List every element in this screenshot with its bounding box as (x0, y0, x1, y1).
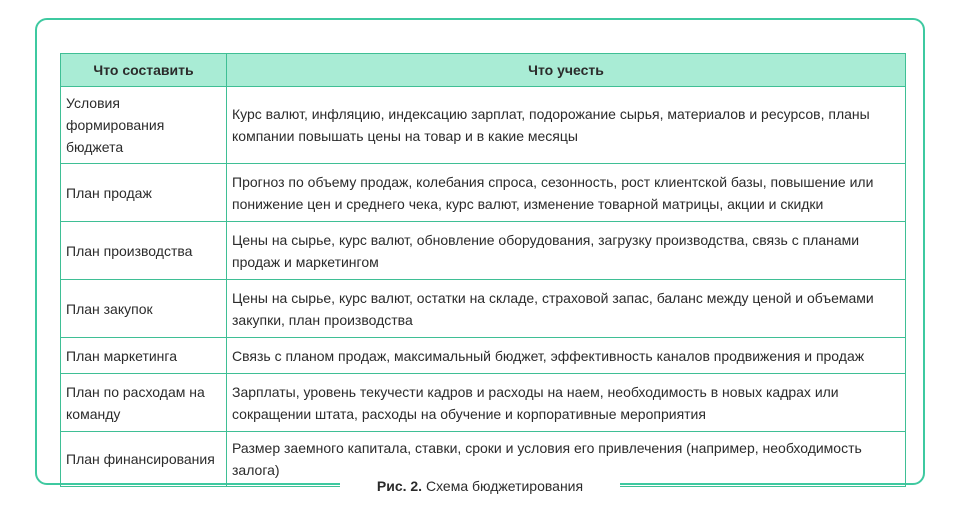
header-consider: Что учесть (227, 54, 906, 87)
row-consider: Цены на сырье, курс валют, остатки на складе, страховой запас, баланс между ценой и объемами закупки, план производства (227, 280, 906, 338)
caption-label: Рис. 2. (376, 478, 423, 494)
budget-scheme-table (60, 53, 906, 487)
table-row (61, 280, 906, 338)
row-consider: Цены на сырье, курс валют, обновление оборудования, загрузку производства, связь с планами продаж и маркетингом (227, 222, 906, 280)
row-consider: Зарплаты, уровень текучести кадров и расходы на наем, необходимость в новых кадрах или сокращении штата, расходы на обучение и корпоративные мероприятия (227, 374, 906, 432)
table-header-row (61, 54, 906, 87)
row-what: План продаж (61, 164, 227, 222)
table-row (61, 222, 906, 280)
row-what: План производства (61, 222, 227, 280)
row-consider: Прогноз по объему продаж, колебания спроса, сезонность, рост клиентской базы, повышение или понижение цен и среднего чека, курс валют, изменение товарной матрицы, акции и скидки (227, 164, 906, 222)
row-what: План по расходам на команду (61, 374, 227, 432)
table-row (61, 164, 906, 222)
table-row (61, 87, 906, 164)
row-what: План маркетинга (61, 338, 227, 374)
table-row (61, 338, 906, 374)
header-what: Что составить (61, 54, 227, 87)
caption-text: Схема бюджетирования (425, 478, 584, 494)
row-consider: Размер заемного капитала, ставки, сроки и условия его привлечения (например, необходимость залога) (227, 432, 906, 487)
row-consider: Связь с планом продаж, максимальный бюджет, эффективность каналов продвижения и продаж (227, 338, 906, 374)
row-what: План закупок (61, 280, 227, 338)
row-what: План финансирования (61, 432, 227, 487)
figure-caption (340, 476, 620, 496)
row-consider: Курс валют, инфляцию, индексацию зарплат, подорожание сырья, материалов и ресурсов, планы компании повышать цены на товар и в какие месяцы (227, 87, 906, 164)
row-what: Условия формирования бюджета (61, 87, 227, 164)
table-row (61, 374, 906, 432)
